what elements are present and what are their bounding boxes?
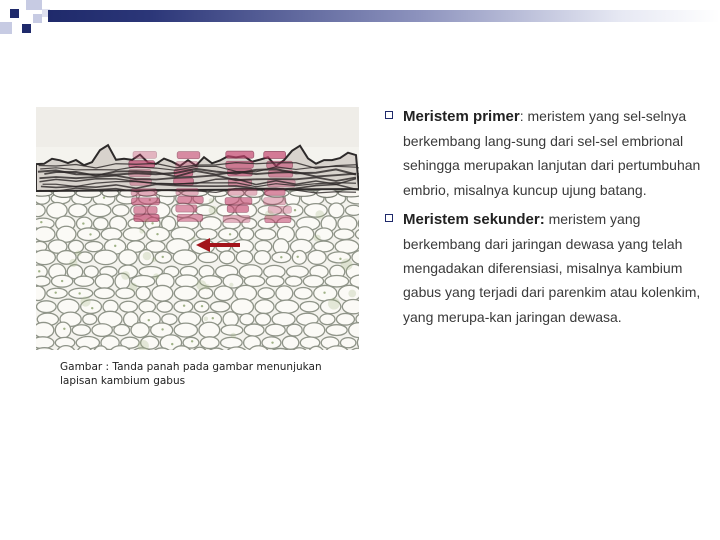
bullet-term: Meristem sekunder: (403, 210, 545, 228)
header-square (22, 24, 31, 33)
caption-label: Gambar (60, 361, 103, 373)
arrow-shaft (208, 243, 240, 247)
square-bullet-icon (385, 214, 393, 222)
square-bullet-icon (385, 111, 393, 119)
bullet-text: : meristem yang sel-selnya berkembang lang-sung dari sel-sel embrional sehingga merupakan lanjutan dari pertumbuhan embrio, misalnya kuncup ujung batang. (403, 108, 701, 198)
header-square (33, 14, 42, 23)
caption-text: : Tanda panah pada gambar menunjukan lapisan kambium gabus (60, 361, 322, 387)
bullet-item-meristem-primer (378, 104, 708, 202)
micrograph-image (36, 107, 359, 350)
bullet-item-meristem-sekunder (378, 207, 708, 329)
bullet-term: Meristem primer (403, 108, 520, 125)
bullet-list (378, 104, 708, 329)
header-square (26, 0, 42, 10)
tissue-illustration (36, 107, 359, 350)
bullet-text: meristem yang berkembang dari jaringan dewasa yang telah mengadakan diferensiasi, misalnya kambium gabus yang terjadi dari parenkim atau kolenkim, yang merupa-kan jaringan dewasa. (403, 210, 701, 325)
header-gradient-bar (48, 10, 720, 22)
header-square (0, 22, 12, 34)
figure-caption (60, 360, 360, 388)
header-square (10, 9, 19, 18)
